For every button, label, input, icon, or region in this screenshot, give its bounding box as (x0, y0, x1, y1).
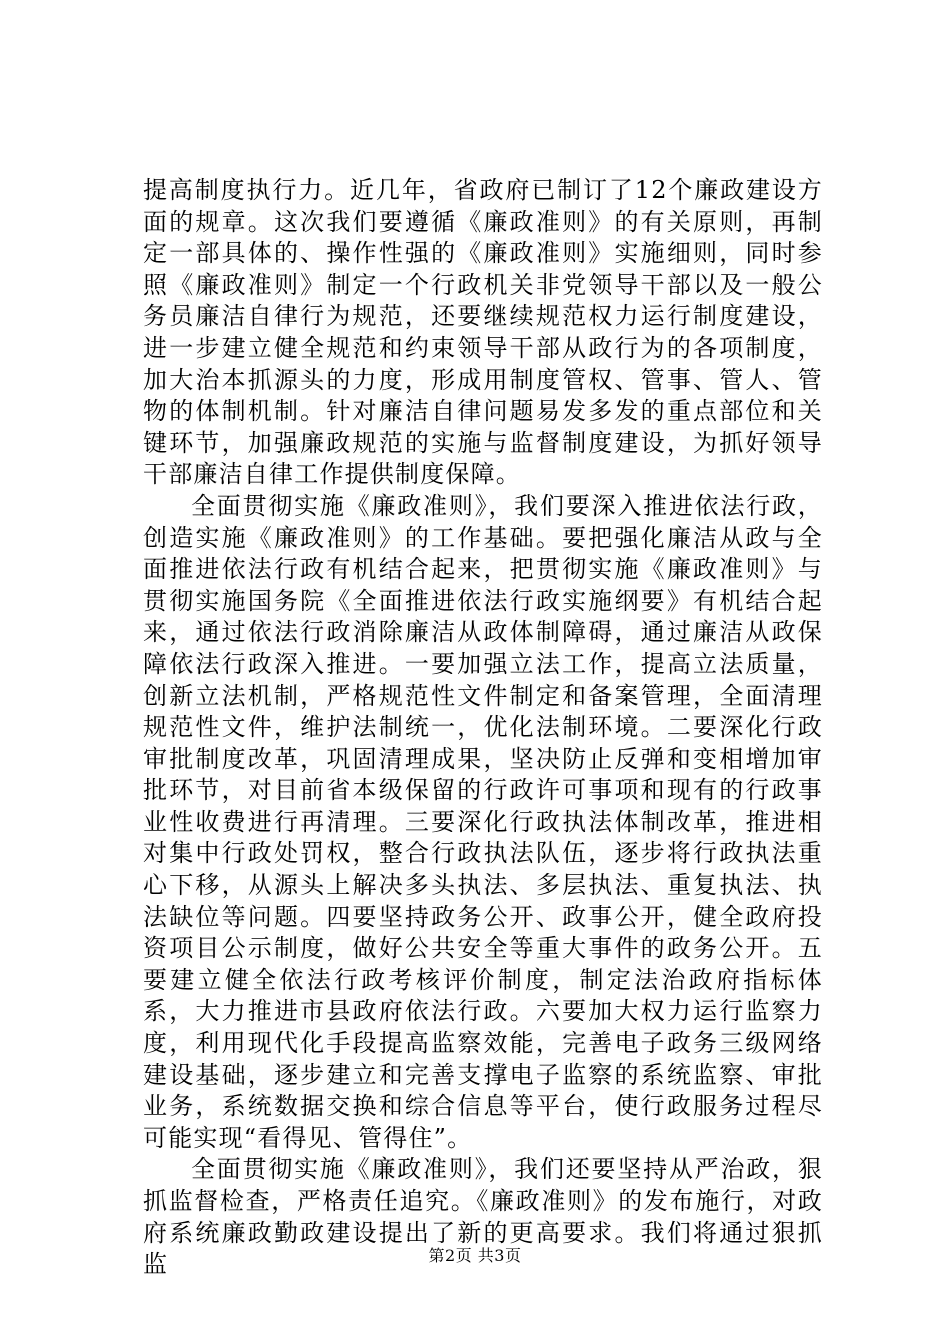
page-footer: 第2页 共3页 (428, 1246, 522, 1265)
document-body (143, 175, 823, 1281)
paragraph-3: 全面贯彻实施《廉政准则》，我们还要坚持从严治政，狠抓监督检查，严格责任追究。《廉政准则》的发布施行，对政府系统廉政勤政建设提出了新的更高要求。我们将通过狠抓监 (143, 1155, 823, 1279)
paragraph-1: 提高制度执行力。近几年，省政府已制订了12个廉政建设方面的规章。这次我们要遵循《廉政准则》的有关原则，再制定一部具体的、操作性强的《廉政准则》实施细则，同时参照《廉政准则》制定一个行政机关非党领导干部以及一般公务员廉洁自律行为规范，还要继续规范权力运行制度建设，进一步建立健全规范和约束领导干部从政行为的各项制度，加大治本抓源头的力度，形成用制度管权、管事、管人、管物的体制机制。针对廉洁自律问题易发多发的重点部位和关键环节，加强廉政规范的实施与监督制度建设，为抓好领导干部廉洁自律工作提供制度保障。 (143, 176, 823, 489)
paragraph-2: 全面贯彻实施《廉政准则》，我们要深入推进依法行政，创造实施《廉政准则》的工作基础。要把强化廉洁从政与全面推进依法行政有机结合起来，把贯彻实施《廉政准则》与贯彻实施国务院《全面推进依法行政实施纲要》有机结合起来，通过依法行政消除廉洁从政体制障碍，通过廉洁从政保障依法行政深入推进。一要加强立法工作，提高立法质量，创新立法机制，严格规范性文件制定和备案管理，全面清理规范性文件，维护法制统一，优化法制环境。二要深化行政审批制度改革，巩固清理成果，坚决防止反弹和变相增加审批环节，对目前省本级保留的行政许可事项和现有的行政事业性收费进行再清理。三要深化行政执法体制改革，推进相对集中行政处罚权，整合行政执法队伍，逐步将行政执法重心下移，从源头上解决多头执法、多层执法、重复执法、执法缺位等问题。四要坚持政务公开、政事公开，健全政府投资项目公示制度，做好公共安全等重大事件的政务公开。五要建立健全依法行政考核评价制度，制定法治政府指标体系，大力推进市县政府依法行政。六要加大权力运行监察力度，利用现代化手段提高监察效能，完善电子政务三级网络建设基础，逐步建立和完善支撑电子监察的系统监察、审批业务，系统数据交换和综合信息等平台，使行政服务过程尽可能实现“看得见、管得住”。 (143, 491, 823, 1152)
